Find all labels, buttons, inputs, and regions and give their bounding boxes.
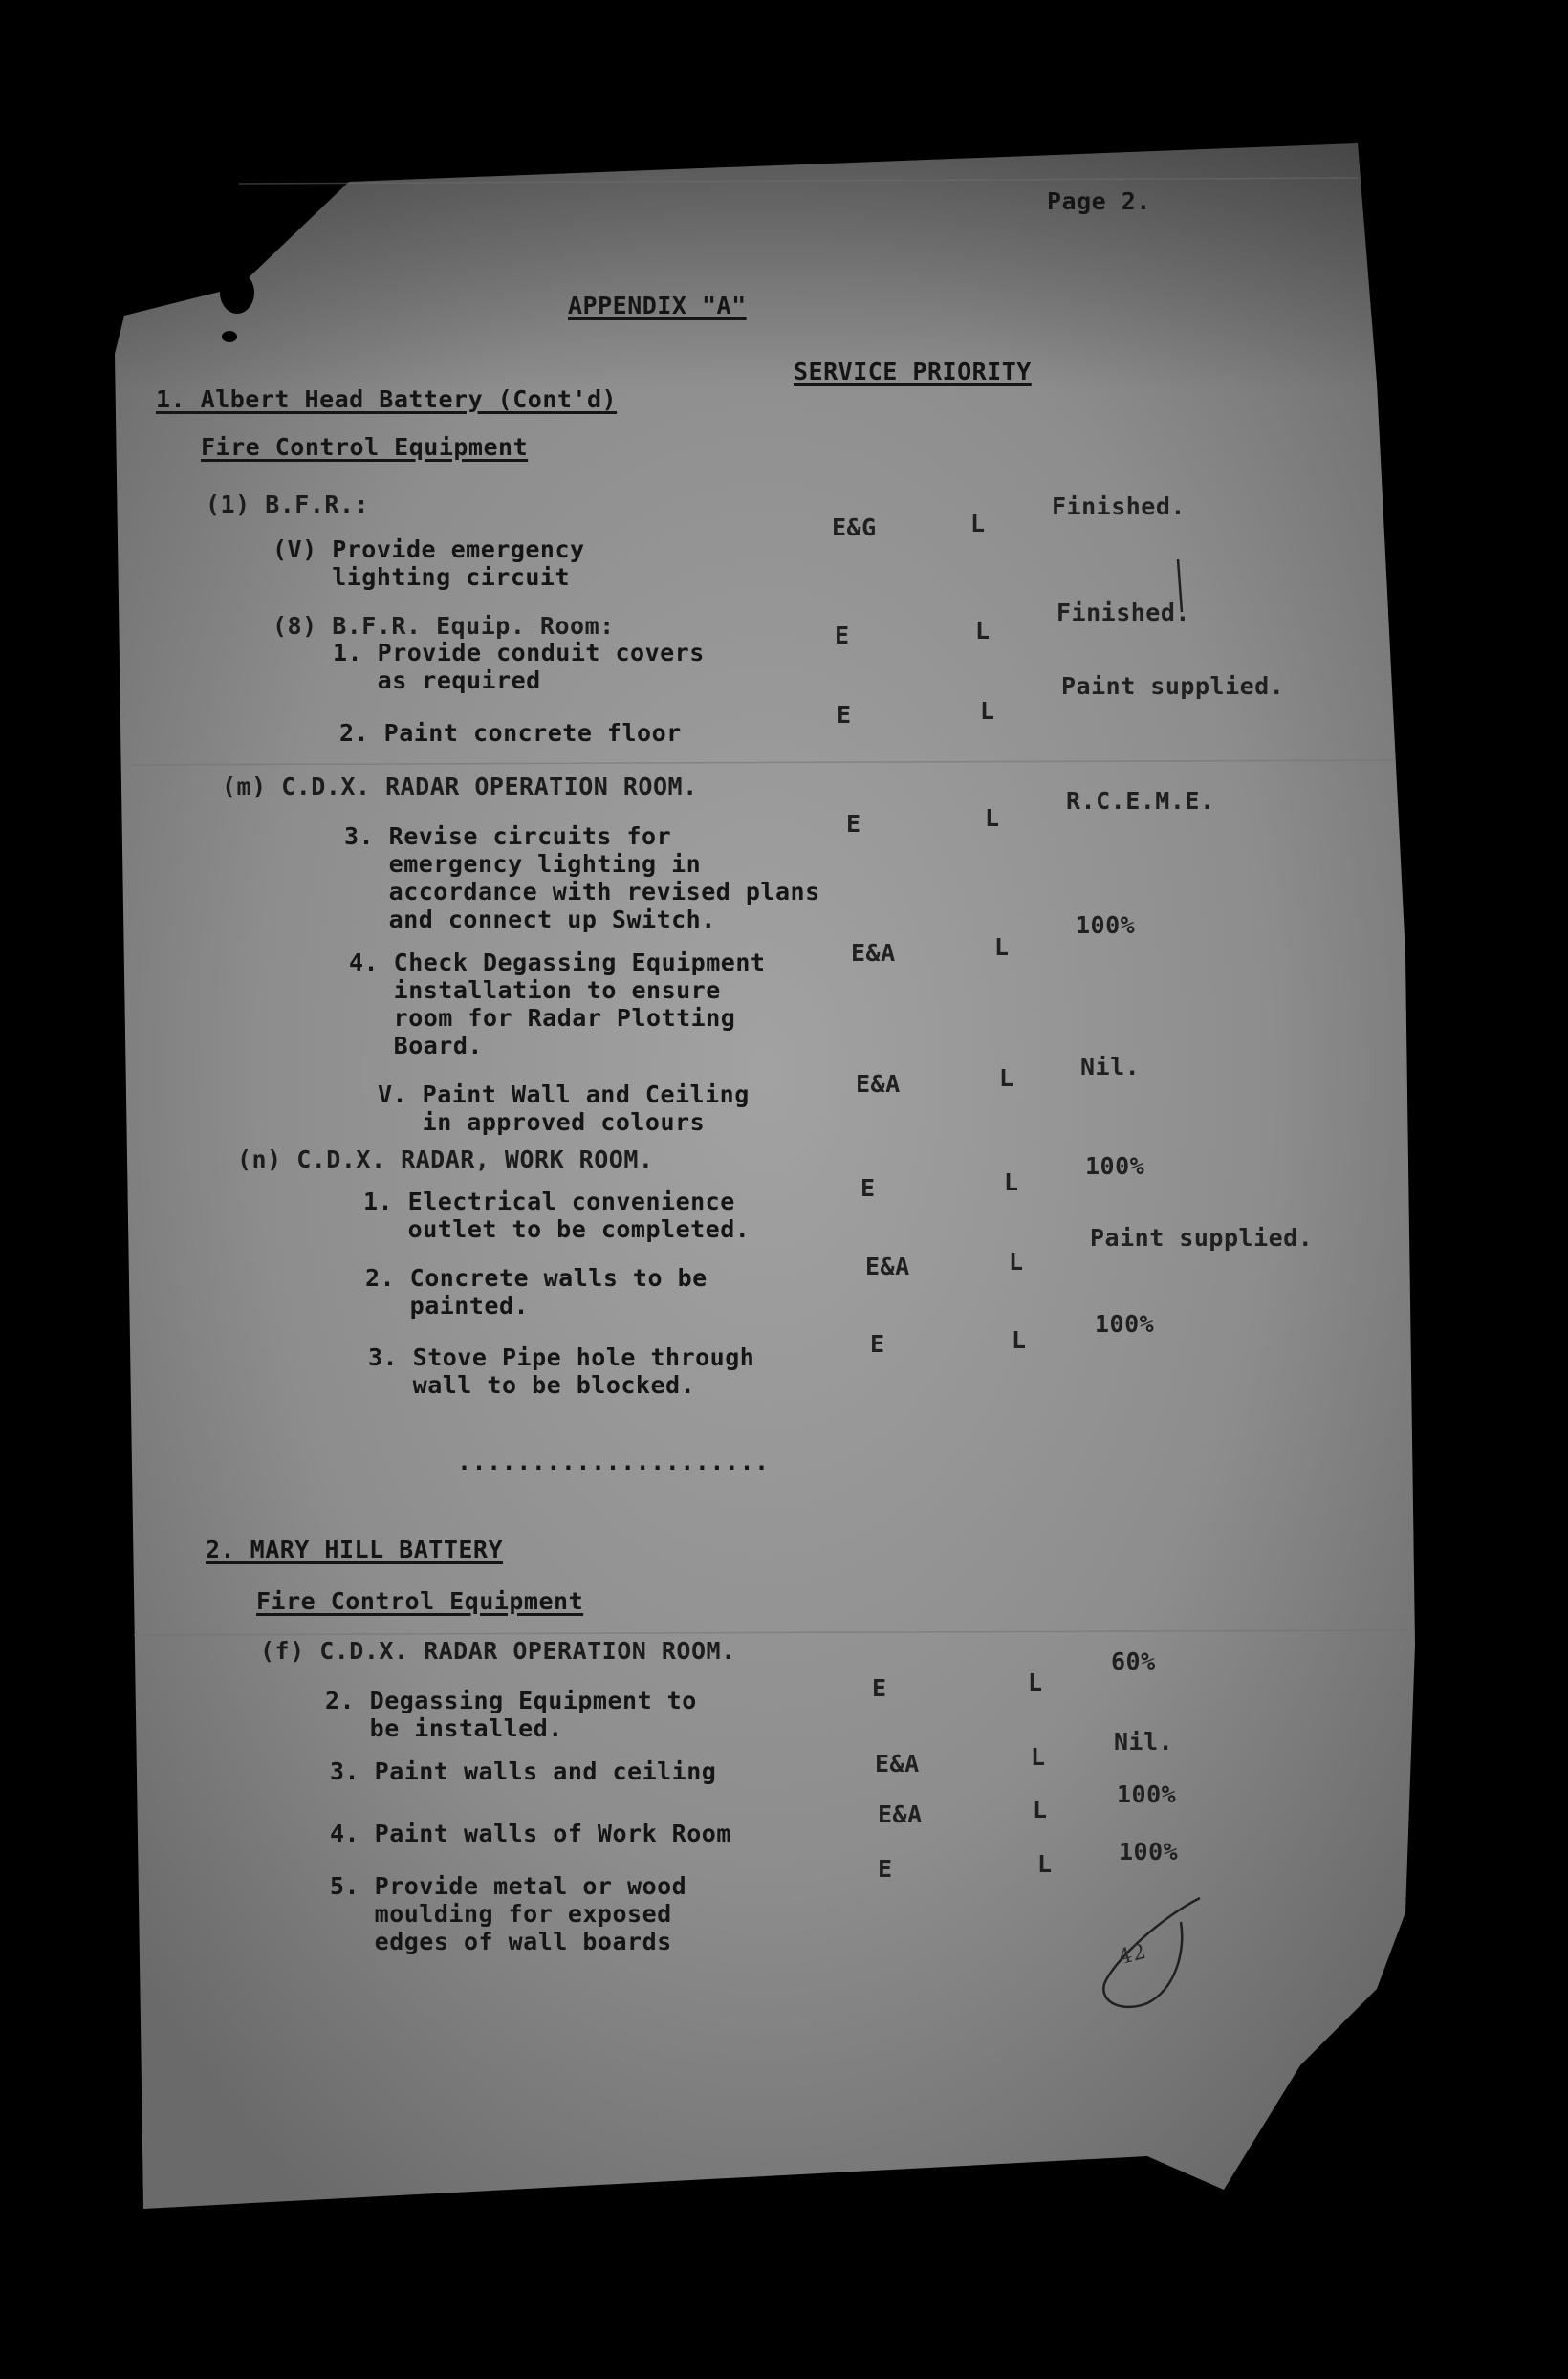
item-service: E [846, 810, 861, 838]
item-service: E [872, 1674, 887, 1702]
item-priority: L [1031, 1743, 1046, 1771]
item-service: E&A [856, 1070, 901, 1098]
item-text: 3. Stove Pipe hole through wall to be blocked. [368, 1343, 755, 1399]
item-text: 1. Electrical convenience outlet to be completed. [363, 1188, 751, 1243]
column-header: SERVICE PRIORITY [794, 358, 1032, 385]
item-priority: L [999, 1064, 1014, 1092]
item-priority: L [1004, 1168, 1019, 1196]
section-subheading: Fire Control Equipment [201, 433, 529, 461]
group-label: (m) C.D.X. RADAR OPERATION ROOM. [222, 773, 698, 800]
item-text: 2. Paint concrete floor [339, 719, 682, 747]
item-priority: L [980, 697, 995, 725]
item-service: E&A [851, 939, 896, 967]
group-label: (1) B.F.R.: [206, 491, 370, 518]
item-text: 2. Degassing Equipment to be installed. [325, 1687, 697, 1742]
item-service: E [860, 1174, 876, 1202]
item-priority: L [985, 804, 1000, 832]
item-service: E [837, 701, 852, 729]
item-service: E&A [865, 1253, 910, 1280]
item-priority: L [1009, 1248, 1024, 1276]
section-heading: 1. Albert Head Battery (Cont'd) [156, 385, 618, 413]
section-heading: 2. MARY HILL BATTERY [206, 1536, 504, 1563]
item-priority: L [1037, 1850, 1053, 1878]
separator-dots: ..................... [457, 1448, 770, 1475]
item-service: E&A [878, 1801, 923, 1828]
item-priority: L [970, 510, 986, 537]
item-text: (V) Provide emergency lighting circuit [272, 535, 585, 591]
item-service: E&A [875, 1750, 920, 1778]
item-status: Nil. [1080, 1053, 1141, 1080]
item-priority: L [1012, 1326, 1027, 1354]
item-status: Finished. [1056, 599, 1190, 626]
appendix-title: APPENDIX "A" [568, 292, 747, 319]
item-priority: L [1033, 1796, 1048, 1823]
group-label: (8) B.F.R. Equip. Room: [272, 612, 615, 640]
item-priority: L [975, 617, 991, 644]
item-status: R.C.E.M.E. [1066, 787, 1215, 815]
item-service: E [870, 1330, 885, 1358]
item-status: 100% [1076, 911, 1136, 939]
group-label: (f) C.D.X. RADAR OPERATION ROOM. [260, 1637, 736, 1665]
item-priority: L [994, 933, 1010, 961]
section-subheading: Fire Control Equipment [256, 1587, 584, 1615]
item-status: Finished. [1052, 492, 1186, 520]
item-text: 4. Paint walls of Work Room [330, 1820, 731, 1847]
item-status: 100% [1119, 1838, 1179, 1866]
group-label: (n) C.D.X. RADAR, WORK ROOM. [237, 1146, 654, 1173]
item-status: Paint supplied. [1090, 1224, 1314, 1252]
page-number: Page 2. [1047, 187, 1151, 215]
item-status: 100% [1085, 1152, 1145, 1180]
item-text: V. Paint Wall and Ceiling in approved colours [378, 1080, 750, 1136]
item-text: 3. Paint walls and ceiling [330, 1757, 717, 1785]
item-text: 4. Check Degassing Equipment installation to ensure room for Radar Plotting Board. [349, 949, 766, 1059]
item-service: E&G [832, 513, 877, 541]
item-service: E [835, 622, 850, 649]
item-text: 1. Provide conduit covers as required [333, 639, 705, 694]
item-priority: L [1028, 1669, 1043, 1696]
item-text: 5. Provide metal or wood moulding for exposed edges of wall boards [330, 1872, 687, 1955]
item-text: 2. Concrete walls to be painted. [365, 1264, 708, 1320]
item-text: 3. Revise circuits for emergency lighting in accordance with revised plans and connect up Switch. [344, 822, 820, 933]
margin-note: 42 [1116, 1939, 1149, 1971]
item-service: E [878, 1855, 893, 1883]
item-status: Nil. [1114, 1728, 1174, 1756]
item-status: Paint supplied. [1061, 672, 1285, 700]
item-status: 100% [1117, 1780, 1177, 1808]
item-status: 60% [1111, 1648, 1156, 1675]
item-status: 100% [1095, 1310, 1155, 1338]
